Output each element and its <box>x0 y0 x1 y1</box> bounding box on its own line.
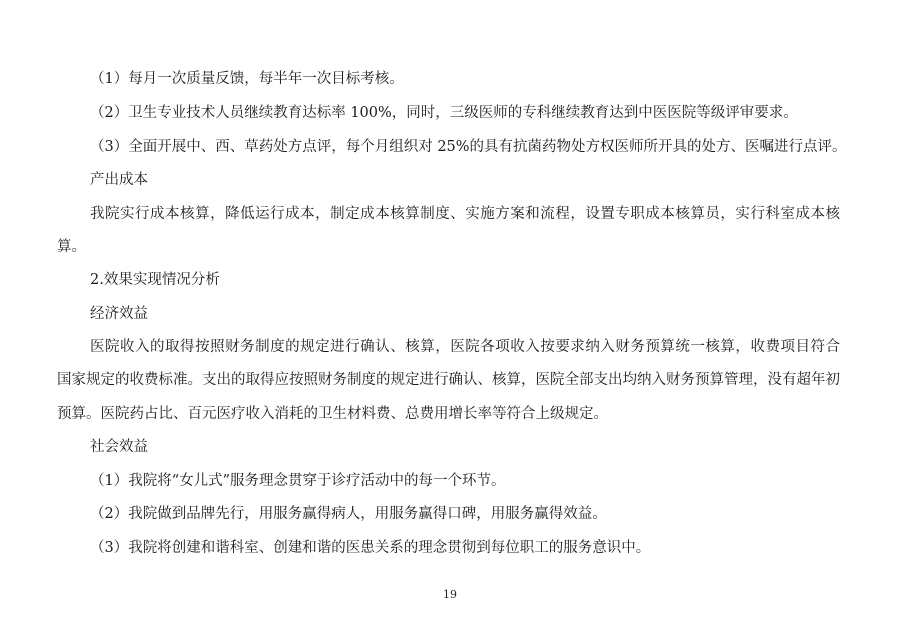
paragraph-cost-line-1: 我院实行成本核算，降低运行成本，制定成本核算制度、实施方案和流程，设置专职成本核算员，实行科室成本核 <box>90 206 840 222</box>
paragraph-cost-line-2: 算。 <box>57 239 86 255</box>
paragraph-item-1: （1）每月一次质量反馈，每半年一次目标考核。 <box>90 71 404 87</box>
section-heading-effect-analysis: 2.效果实现情况分析 <box>90 272 220 288</box>
section-heading-social-benefit: 社会效益 <box>90 439 148 455</box>
paragraph-economic-line-1: 医院收入的取得按照财务制度的规定进行确认、核算，医院各项收入按要求纳入财务预算统一核算，收费项目符合 <box>90 339 840 355</box>
section-heading-output-cost: 产出成本 <box>90 172 148 188</box>
paragraph-item-3: （3）全面开展中、西、草药处方点评，每个月组织对 25%的具有抗菌药物处方权医师所开具的处方、医嘱进行点评。 <box>90 139 847 155</box>
paragraph-economic-line-3: 预算。医院药占比、百元医疗收入消耗的卫生材料费、总费用增长率等符合上级规定。 <box>57 406 608 422</box>
page-number: 19 <box>443 588 457 601</box>
paragraph-item-2: （2）卫生专业技术人员继续教育达标率 100%，同时，三级医师的专科继续教育达到中医医院等级评审要求。 <box>90 105 798 121</box>
section-heading-economic-benefit: 经济效益 <box>90 306 148 322</box>
social-item-1: （1）我院将“女儿式”服务理念贯穿于诊疗活动中的每一个环节。 <box>90 473 506 489</box>
social-item-3: （3）我院将创建和谐科室、创建和谐的医患关系的理念贯彻到每位职工的服务意识中。 <box>90 540 651 556</box>
social-item-2: （2）我院做到品牌先行，用服务赢得病人，用服务赢得口碑，用服务赢得效益。 <box>90 506 607 522</box>
paragraph-economic-line-2: 国家规定的收费标准。支出的取得应按照财务制度的规定进行确认、核算，医院全部支出均纳入财务预算管理，没有超年初 <box>57 372 840 388</box>
